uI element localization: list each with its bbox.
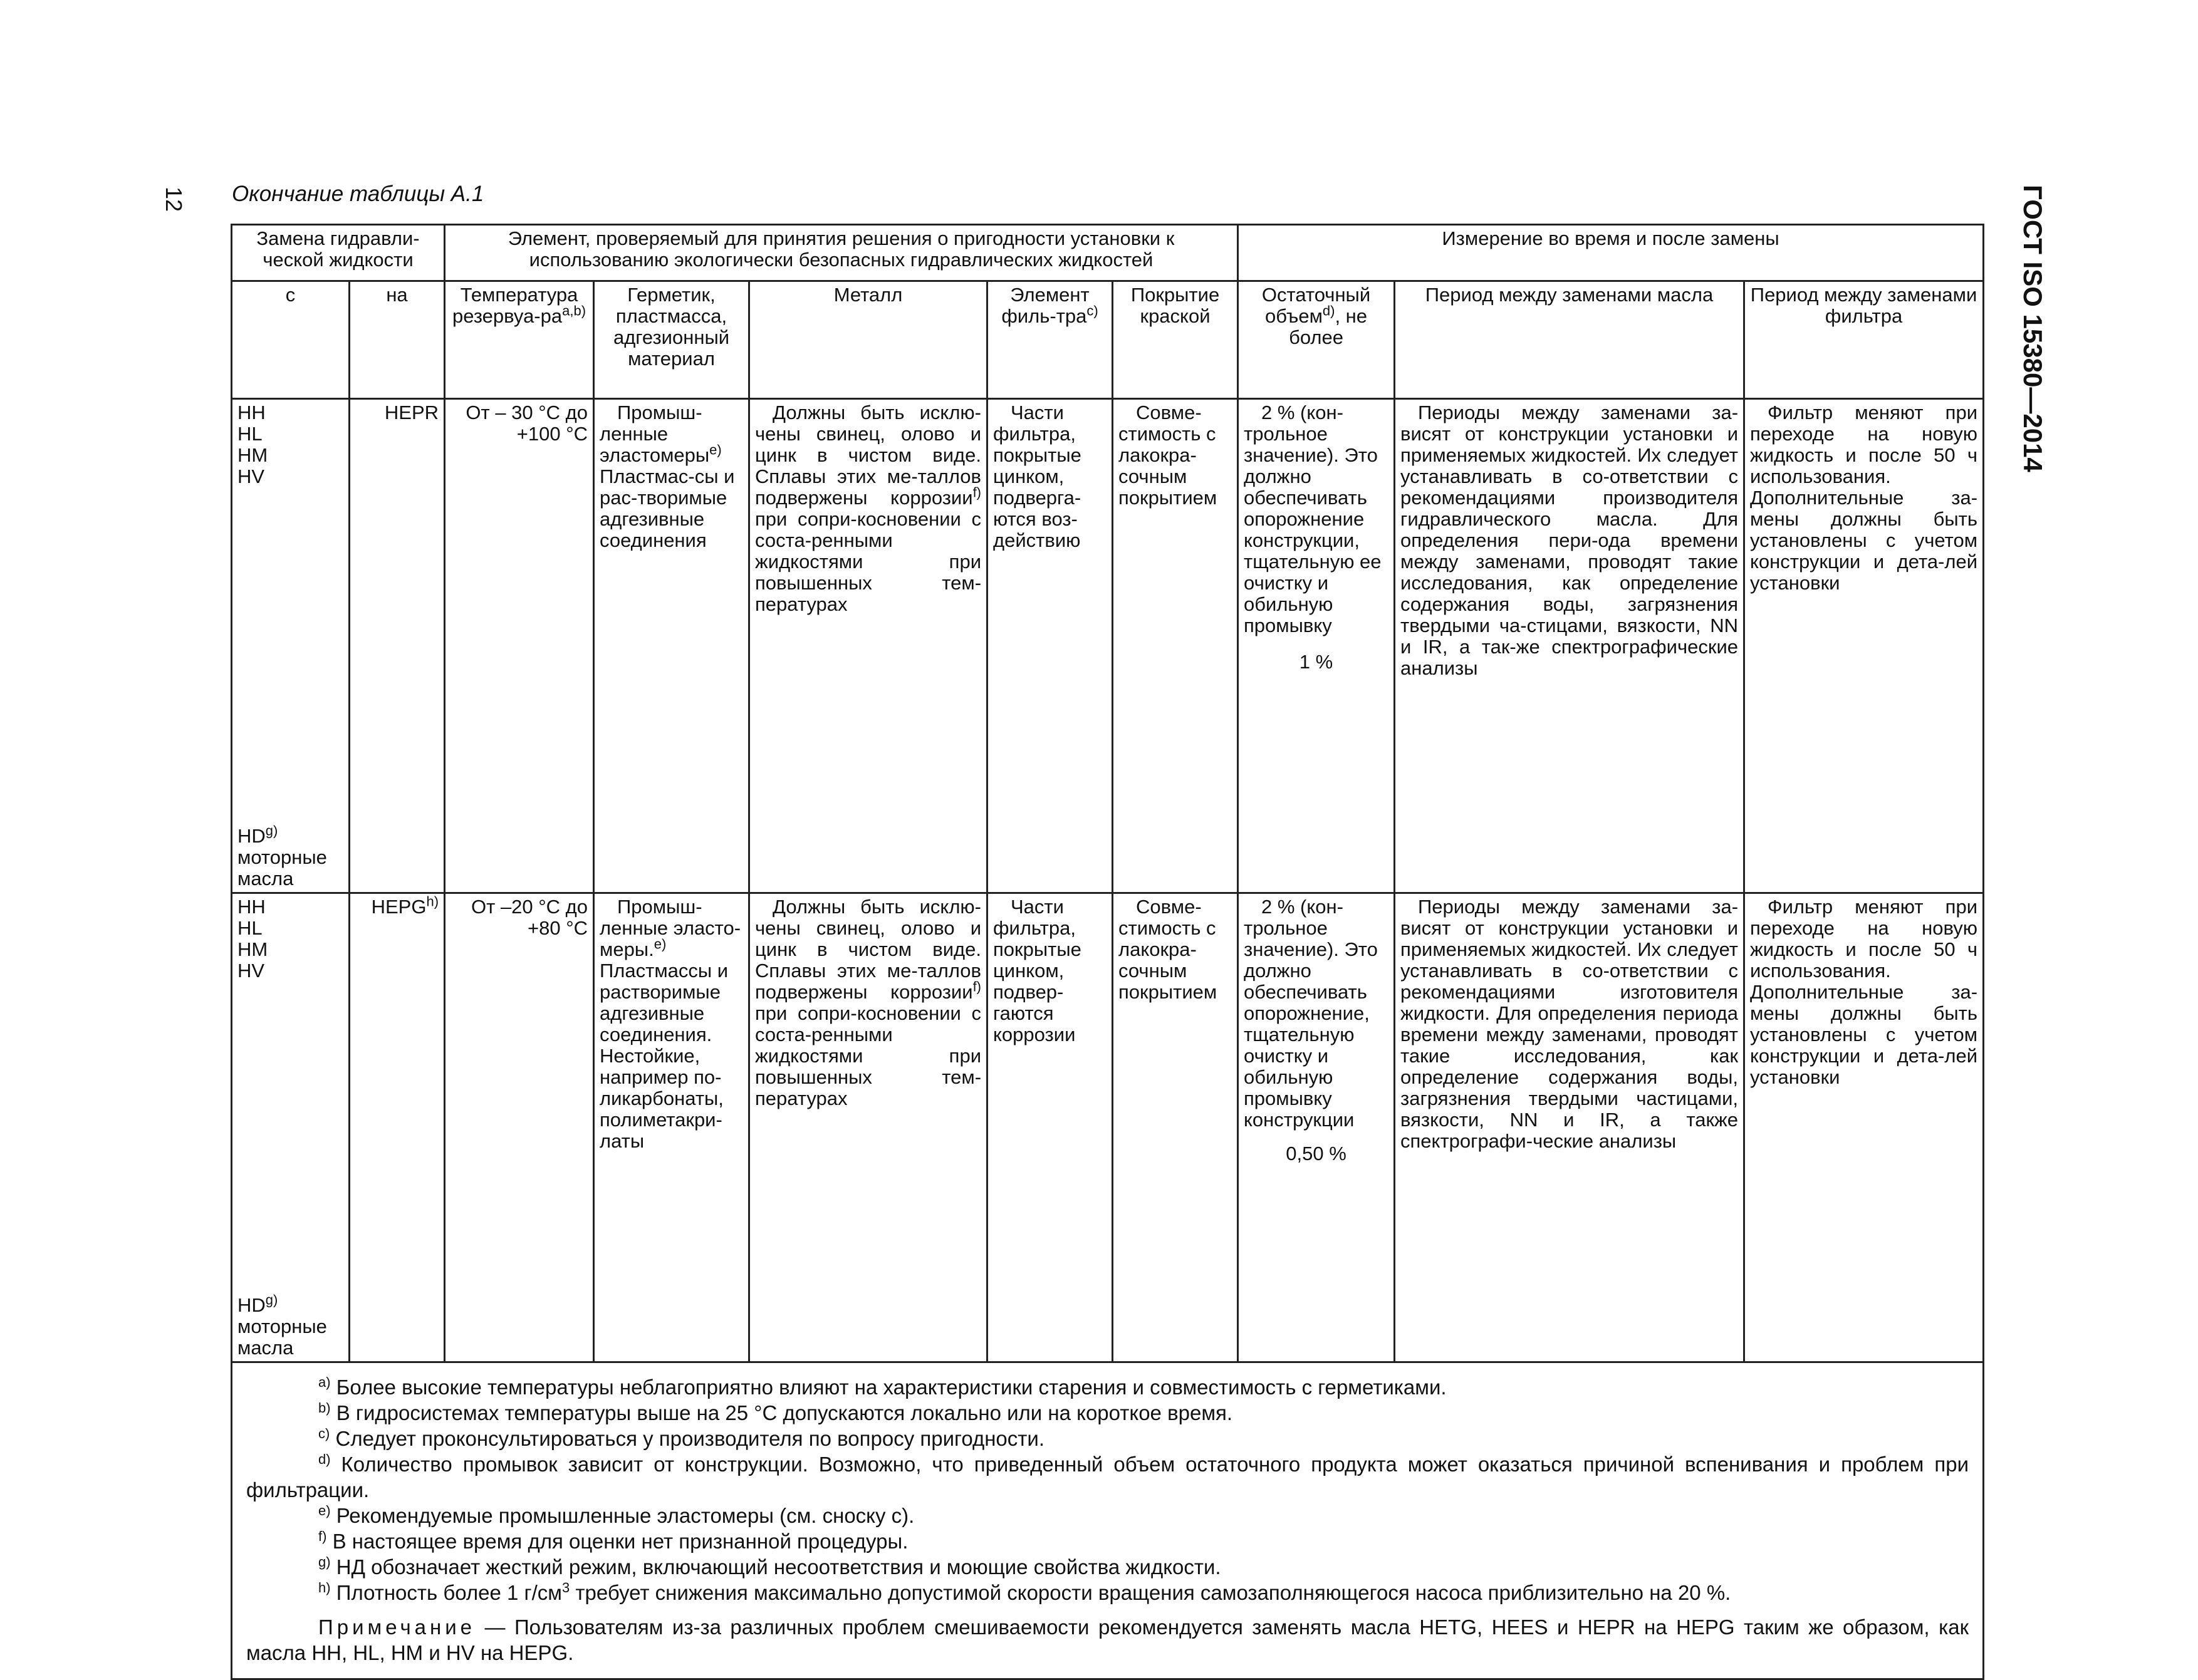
cell-filter-period: Фильтр меняют при переходе на новую жидкость и после 50 ч использования. Дополнительные за-мены должны быть установлены с учетом конструкции и дета-лей установки (1744, 399, 1984, 893)
header-paint: Покрытие краской (1113, 281, 1238, 399)
cell-oil-period: Периоды между заменами за-висят от конструкции установки и применяемых жидкостей. Их следует устанавливать в со-ответствии с рекомендациями изготовителя жидкости. Для определения периода времени между заменами, проводят такие исследования, как определение содержания воды, загрязнения твердыми частицами, вязкости, NN и IR, а также спектрографи-ческие анализы (1395, 893, 1744, 1362)
footnote: $^{e)}$ Рекомендуемые промышленные эластомеры (см. сноску с). (318, 1503, 915, 1527)
table-caption: Окончание таблицы А.1 (232, 182, 484, 206)
cell-seal: Промыш-ленные эластомеры$^{e)}$ Пластмас-сы и рас-творимые адгезивные соединения (594, 399, 749, 893)
standard-designation: ГОСТ ISO 15380—2014 (2018, 185, 2048, 472)
fluid-replacement-table (231, 224, 1984, 1680)
header-filter-element: Элемент филь-тра$^{c)}$ (987, 281, 1113, 399)
header-columns-row (232, 281, 1984, 399)
footnotes-row (232, 1362, 1984, 1679)
header-filter-period: Период между заменами фильтра (1744, 281, 1984, 399)
header-to: на (350, 281, 445, 399)
header-measure-group: Измерение во время и после замены (1238, 225, 1984, 281)
footnote: $^{d)}$ Количество промывок зависит от конструкции. Возможно, что приведенный объем остаточного продукта может оказаться причиной вспенивания и проблем при фильтрации. (246, 1451, 1969, 1501)
cell-to: HEPR (350, 399, 445, 893)
header-residual-volume: Остаточный объем$^{d)}$, не более (1238, 281, 1395, 399)
header-from: с (232, 281, 350, 399)
cell-residual: 2 % (кон-трольное значение). Это должно обеспечивать опорожнение, тщательную очистку и обильную промывку конструкции 0,50 % (1238, 893, 1395, 1362)
footnote: $^{h)}$ Плотность более 1 $г/см^3$ требует снижения максимально допустимой скорости вращения самозаполняющегося насоса приблизительно на 20 %. (318, 1580, 1731, 1604)
footnote: $^{f)}$ В настоящее время для оценки нет признанной процедуры. (318, 1528, 909, 1553)
cell-from: HH HL HM HV HD$^{g)}$ моторные масла (232, 399, 350, 893)
page-number: 12 (161, 187, 187, 212)
header-group-row (232, 225, 1984, 281)
cell-filter-element: Части фильтра, покрытые цинком, подвер-гаются коррозии (987, 893, 1113, 1362)
cell-to: HEPG$^{h)}$ (350, 893, 445, 1362)
cell-temperature: От –20 °С до +80 °С (445, 893, 594, 1362)
header-metal: Металл (749, 281, 987, 399)
cell-temperature: От – 30 °С до +100 °С (445, 399, 594, 893)
note-label: Примечание (318, 1615, 476, 1639)
footnote: $^{c)}$ Следует проконсультироваться у производителя по вопросу пригодности. (318, 1426, 1045, 1450)
cell-paint: Совме-стимость с лакокра-сочным покрытием (1113, 399, 1238, 893)
cell-metal: Должны быть исклю-чены свинец, олово и цинк в чистом виде. Сплавы этих ме-таллов подвержены коррозии$^{f)}$ при сопри-косновении с соста-ренными жидкостями при повышенных тем-пературах (749, 399, 987, 893)
cell-residual: 2 % (кон-трольное значение). Это должно обеспечивать опорожнение конструкции, тщательную ее очистку и обильную промывку 1 % (1238, 399, 1395, 893)
header-temperature: Температура резервуа-ра$^{a,b)}$ (445, 281, 594, 399)
header-replace-group: Замена гидравли-ческой жидкости (232, 225, 445, 281)
footnotes-cell (232, 1362, 1984, 1679)
header-seal: Герметик, пластмасса, адгезионный материал (594, 281, 749, 399)
table-row-hepg (232, 893, 1984, 1362)
cell-filter-period: Фильтр меняют при переходе на новую жидкость и после 50 ч использования. Дополнительные за-мены должны быть установлены с учетом конструкции и дета-лей установки (1744, 893, 1984, 1362)
cell-metal: Должны быть исклю-чены свинец, олово и цинк в чистом виде. Сплавы этих ме-таллов подвержены коррозии$^{f)}$ при сопри-косновении с соста-ренными жидкостями при повышенных тем-пературах (749, 893, 987, 1362)
footnote: $^{b)}$ В гидросистемах температуры выше на 25 °С допускаются локально или на короткое время. (318, 1400, 1233, 1424)
cell-from: HH HL HM HV HD$^{g)}$ моторные масла (232, 893, 350, 1362)
header-element-group: Элемент, проверяемый для принятия решения о пригодности установки к использованию экологически безопасных гидравлических жидкостей (445, 225, 1238, 281)
cell-oil-period: Периоды между заменами за-висят от конструкции установки и применяемых жидкостей. Их следует устанавливать в со-ответствии с рекомендациями производителя гидравлического масла. Для определения пери-ода времени между заменами, проводят такие исследования, как определение содержания воды, загрязнения твердыми ча-стицами, вязкости, NN и IR, а так-же спектрографические анализы (1395, 399, 1744, 893)
table-row-hepr (232, 399, 1984, 893)
cell-residual-hd: 1 % (1299, 651, 1333, 673)
footnote: $^{g)}$ НД обозначает жесткий режим, включающий несоответствия и моющие свойства жидкости. (318, 1554, 1221, 1579)
header-oil-period: Период между заменами масла (1395, 281, 1744, 399)
cell-seal: Промыш-ленные эласто-меры.$^{e)}$ Пластмассы и растворимые адгезивные соединения. Нестойкие, например по-ликарбонаты, полиметакри-латы (594, 893, 749, 1362)
cell-residual-hd: 0,50 % (1286, 1143, 1346, 1164)
footnote: $^{a)}$ Более высокие температуры неблагоприятно влияют на характеристики старения и совместимость с герметиками. (318, 1374, 1447, 1399)
table-note: Примечание — Пользователям из-за различных проблем смешиваемости рекомендуется заменять масла HETG, HEES и HEPR на HEPG таким же образом, как масла HH, HL, HM и HV на HEPG. (246, 1615, 1969, 1664)
cell-paint: Совме-стимость с лакокра-сочным покрытием (1113, 893, 1238, 1362)
cell-filter-element: Части фильтра, покрытые цинком, подверга-ются воз-действию (987, 399, 1113, 893)
